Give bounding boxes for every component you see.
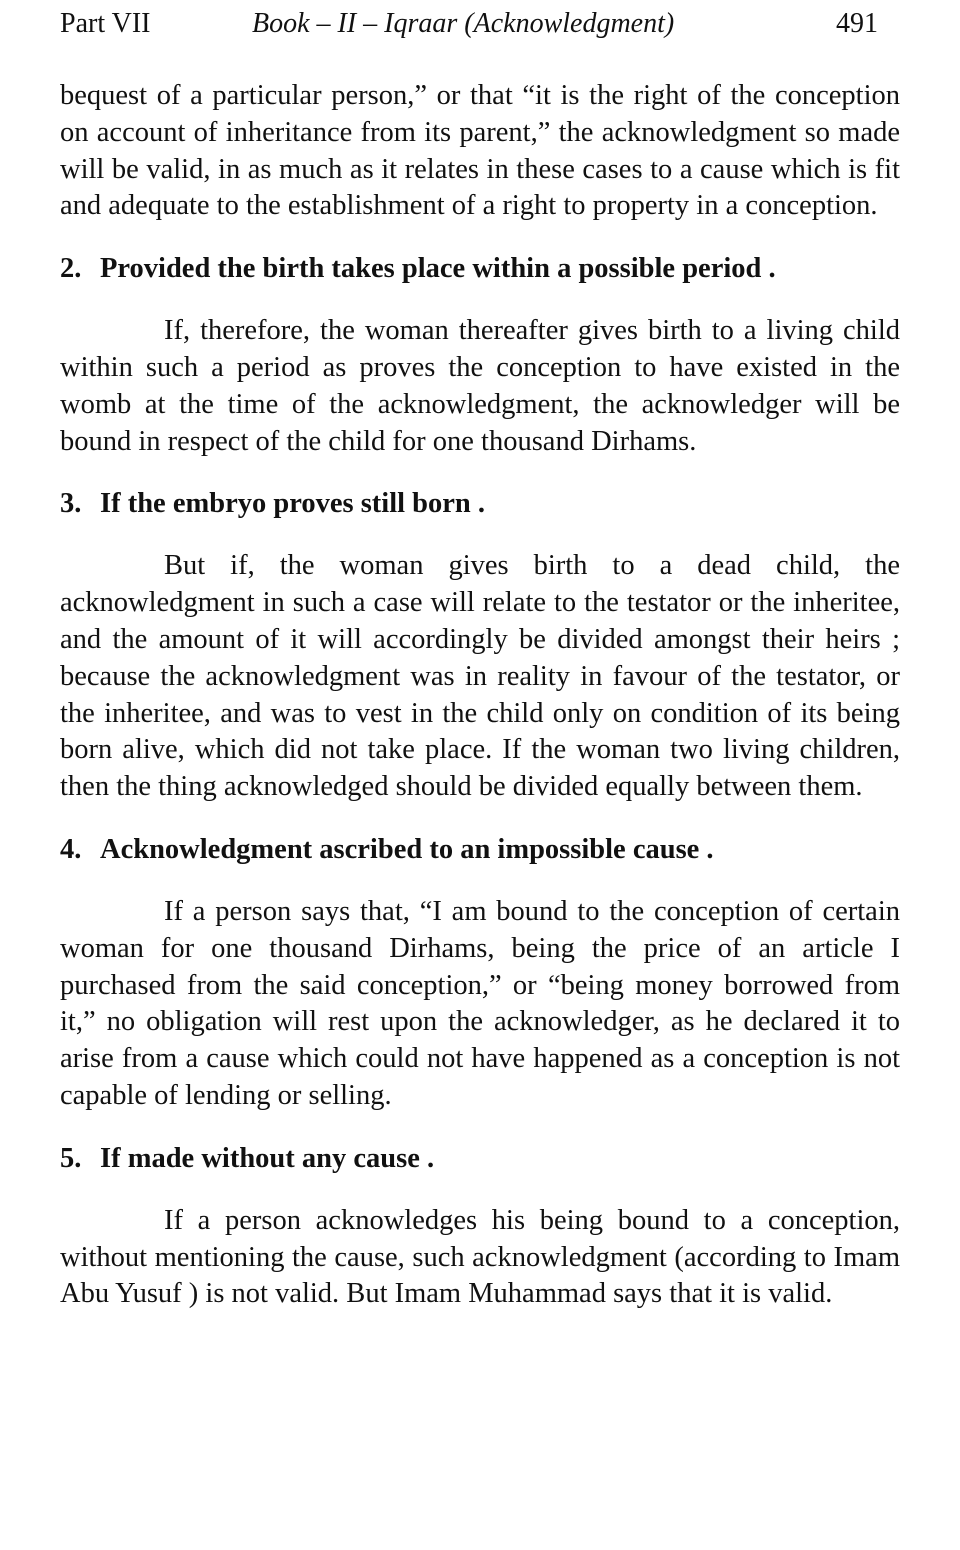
section-paragraph-3: But if, the woman gives birth to a dead child, the acknowledgment in such a case will relate to the testator or the inheritee, and the amount of it will accordingly be divided amongst their heirs ; because the acknowledgment was in reality in favour of the testator, or the inheritee, and was to vest in the child only on condition of its being born alive, which did not take place. If the woman two living children, then the thing acknowledged should be divided equally between them. <box>60 550 900 803</box>
section-heading-2 <box>60 225 900 313</box>
section-paragraph-2: If, therefore, the woman thereafter gives birth to a living child within such a period as proves the conception to have existed in the womb at the time of the acknowledgment, the acknowledger will be bound in respect of the child for one thousand Dirhams. <box>60 315 900 457</box>
section-paragraph-5: If a person acknowledges his being bound to a conception, without mentioning the cause, such acknowledgment (according to Imam Abu Yusuf ) is not valid. But Imam Muhammad says that it is valid. <box>60 1204 900 1310</box>
section-number: 3. <box>60 488 82 520</box>
running-header <box>60 4 900 44</box>
book-title: Book – II – Iqraar (Acknowledgment) <box>252 8 675 39</box>
page-number: 491 <box>836 8 878 39</box>
section-title: If the embryo proves still born . <box>100 488 486 520</box>
section-number: 4. <box>60 833 82 865</box>
section-paragraph-4: If a person says that, “I am bound to the conception of certain woman for one thousand Dirhams, being the price of an article I purchased from the said conception,” or “being money borrowed from it,” no obligation will rest upon the acknowledger, as he declared it to arise from a cause which could not have happened as a conception is not capable of lending or selling. <box>60 895 900 1111</box>
section-number: 5. <box>60 1142 82 1174</box>
section-title: Provided the birth takes place within a possible period . <box>100 253 776 285</box>
part-label: Part VII <box>60 8 151 39</box>
section-title: If made without any cause . <box>100 1142 435 1174</box>
section-heading-3 <box>60 460 900 548</box>
section-heading-4 <box>60 806 900 894</box>
intro-paragraph: bequest of a particular person,” or that “it is the right of the conception on account of inheritance from its parent,” the acknowledgment so made will be valid, in as much as it relates in these cases to a cause which is fit and adequate to the establishment of a right to property in a conception. <box>60 80 900 222</box>
page-body <box>60 78 900 1313</box>
section-number: 2. <box>60 253 82 285</box>
section-title: Acknowledgment ascribed to an impossible cause . <box>100 833 714 865</box>
section-heading-5 <box>60 1115 900 1203</box>
